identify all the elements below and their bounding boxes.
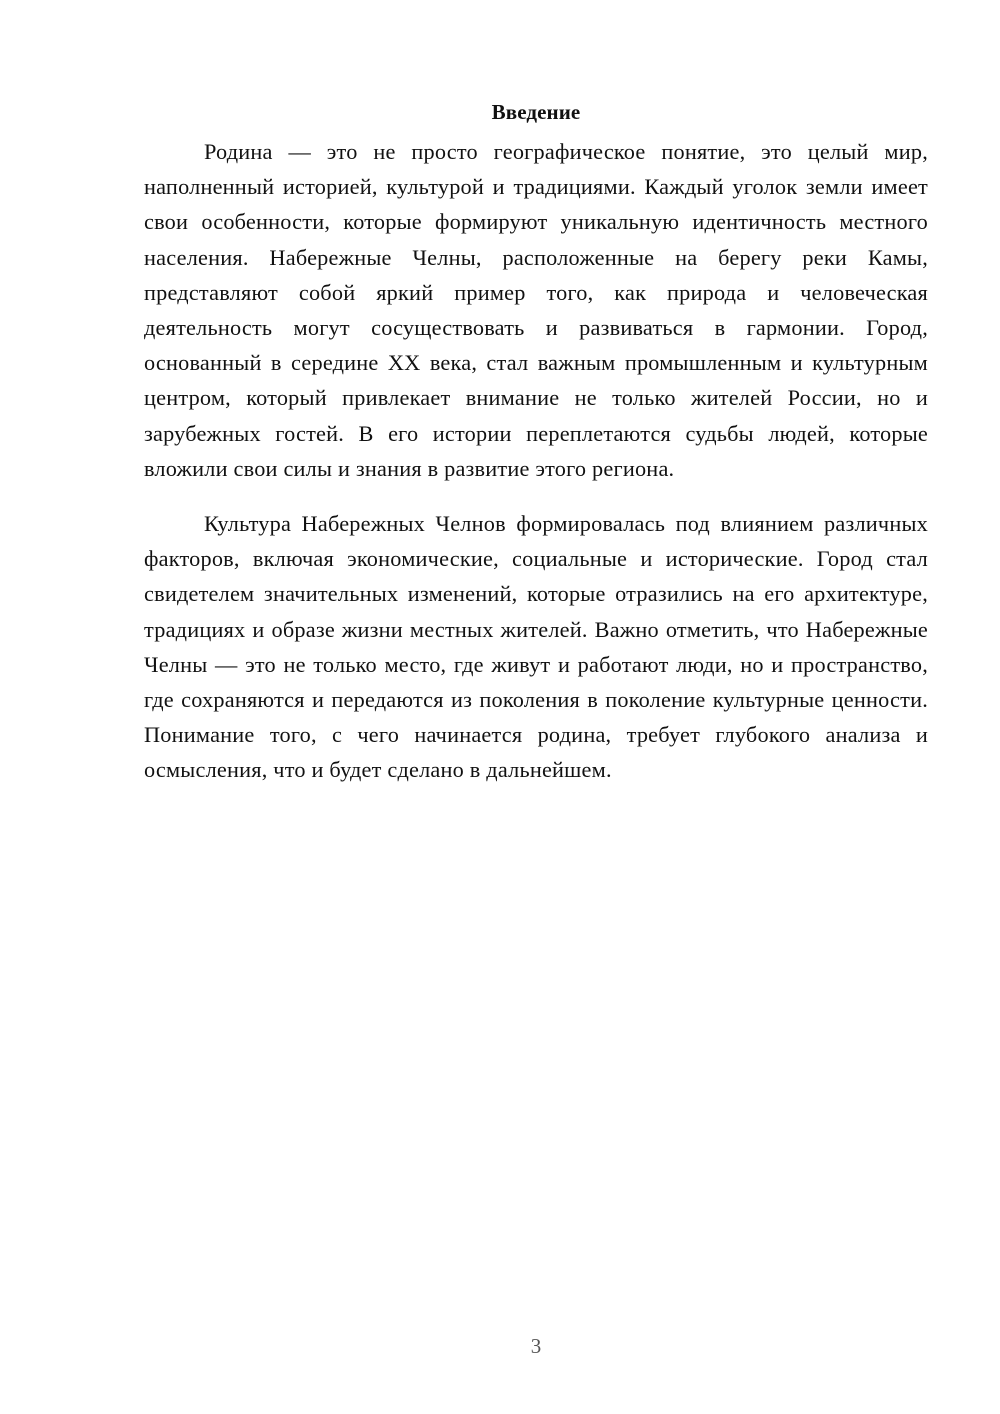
page-content [144, 96, 928, 788]
page-number: 3 [530, 1334, 542, 1358]
paragraph-1: Родина — это не просто географическое понятие, это целый мир, наполненный историей, культурой и традициями. Каждый уголок земли имеет свои особенности, которые формируют уникальную идентичность местного населения. Набережные Челны, расположенные на берегу реки Камы, представляют собой яркий пример того, как природа и человеческая деятельность могут сосуществовать и развиваться в гармонии. Город, основанный в середине XX века, стал важным промышленным и культурным центром, который привлекает внимание не только жителей России, но и зарубежных гостей. В его истории переплетаются судьбы людей, которые вложили свои силы и знания в развитие этого региона. [144, 139, 928, 481]
paragraph-2: Культура Набережных Челнов формировалась под влиянием различных факторов, включая экономические, социальные и исторические. Город стал свидетелем значительных изменений, которые отразились на его архитектуре, традициях и образе жизни местных жителей. Важно отметить, что Набережные Челны — это не только место, где живут и работают люди, но и пространство, где сохраняются и передаются из поколения в поколение культурные ценности. Понимание того, с чего начинается родина, требует глубокого анализа и осмысления, что и будет сделано в дальнейшем. [144, 511, 928, 783]
section-title: Введение [491, 100, 581, 124]
